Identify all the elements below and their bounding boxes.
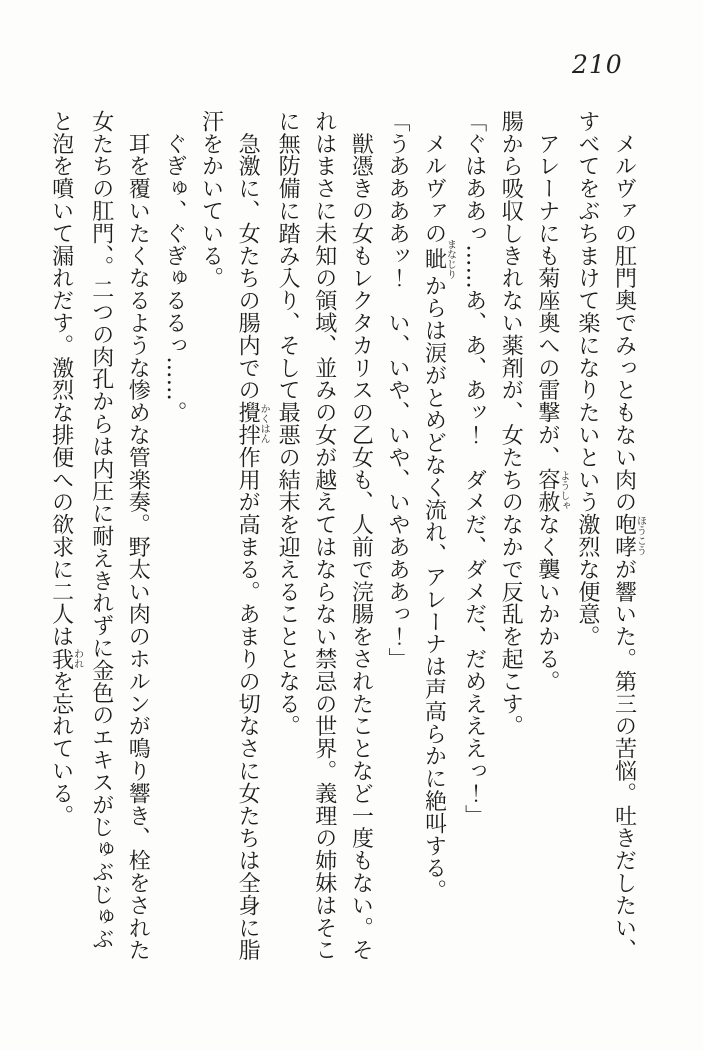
text-line: と泡を噴いて漏れだす。激烈な排便への欲求に二人は我われを忘れている。	[48, 110, 83, 827]
text-block	[42, 110, 645, 978]
text-line: 女たちの肛門、。二つの肉孔からは内圧に耐えきれずに金色のエキスがじゅぶじゅぶ	[88, 110, 114, 951]
text-line: 耳を覆いたくなるような惨めな管楽奏。野太い肉のホルンが鳴り響き、栓をされた	[125, 110, 151, 962]
text-line: メルヴァの眦まなじりからは涙がとめどなく流れ、アレーナは声高らかに絶叫する。	[421, 110, 456, 902]
text-line: すべてをぶちまけて楽になりたいという激烈な便意。	[574, 110, 600, 648]
page-number: 210	[572, 50, 623, 79]
text-line: ぐぎゅ、ぐぎゅるるっ……。	[161, 110, 187, 424]
text-line: アレーナにも菊座奥への雷撃が、容赦ようしゃなく襲いかかる。	[534, 110, 569, 693]
text-line: 「うああああッ！ い、いや、いや、いやあああっ！」	[384, 110, 410, 670]
text-line: 腸から吸収しきれない薬剤が、女たちのなかで反乱を起こす。	[498, 110, 524, 738]
text-line: 急激に、女たちの腸内での攪拌かくはん作用が高まる。あまりの切なさに女たちは全身に脂	[235, 110, 270, 962]
furigana-ruby: 容赦ようしゃ	[534, 468, 569, 514]
furigana-ruby: 我われ	[48, 647, 83, 671]
text-line: に無防備に踏み入り、そして最悪の結末を迎えることとなる。	[275, 110, 301, 738]
furigana-ruby: 攪拌かくはん	[235, 401, 270, 447]
text-line: メルヴァの肛門奥でみっともない肉の咆哮ほうこうが響いた。第三の苦悩。吐きだしたい、	[611, 110, 646, 962]
text-line: れはまさに未知の領域、並みの女が越えてはならない禁忌の世界。義理の姉妹はそこ	[311, 110, 337, 962]
text-line: 獣憑きの女もレクタカリスの乙女も、人前で浣腸をされたことなど一度もない。そ	[348, 110, 374, 962]
furigana-ruby: 咆哮ほうこう	[611, 513, 646, 559]
furigana-ruby: 眦まなじり	[421, 239, 456, 280]
text-line: 「ぐはああっ……あ、あ、あッ！ ダメだ、ダメだ、だめえええっ！」	[461, 110, 487, 827]
text-line: 汗をかいている。	[198, 110, 224, 290]
